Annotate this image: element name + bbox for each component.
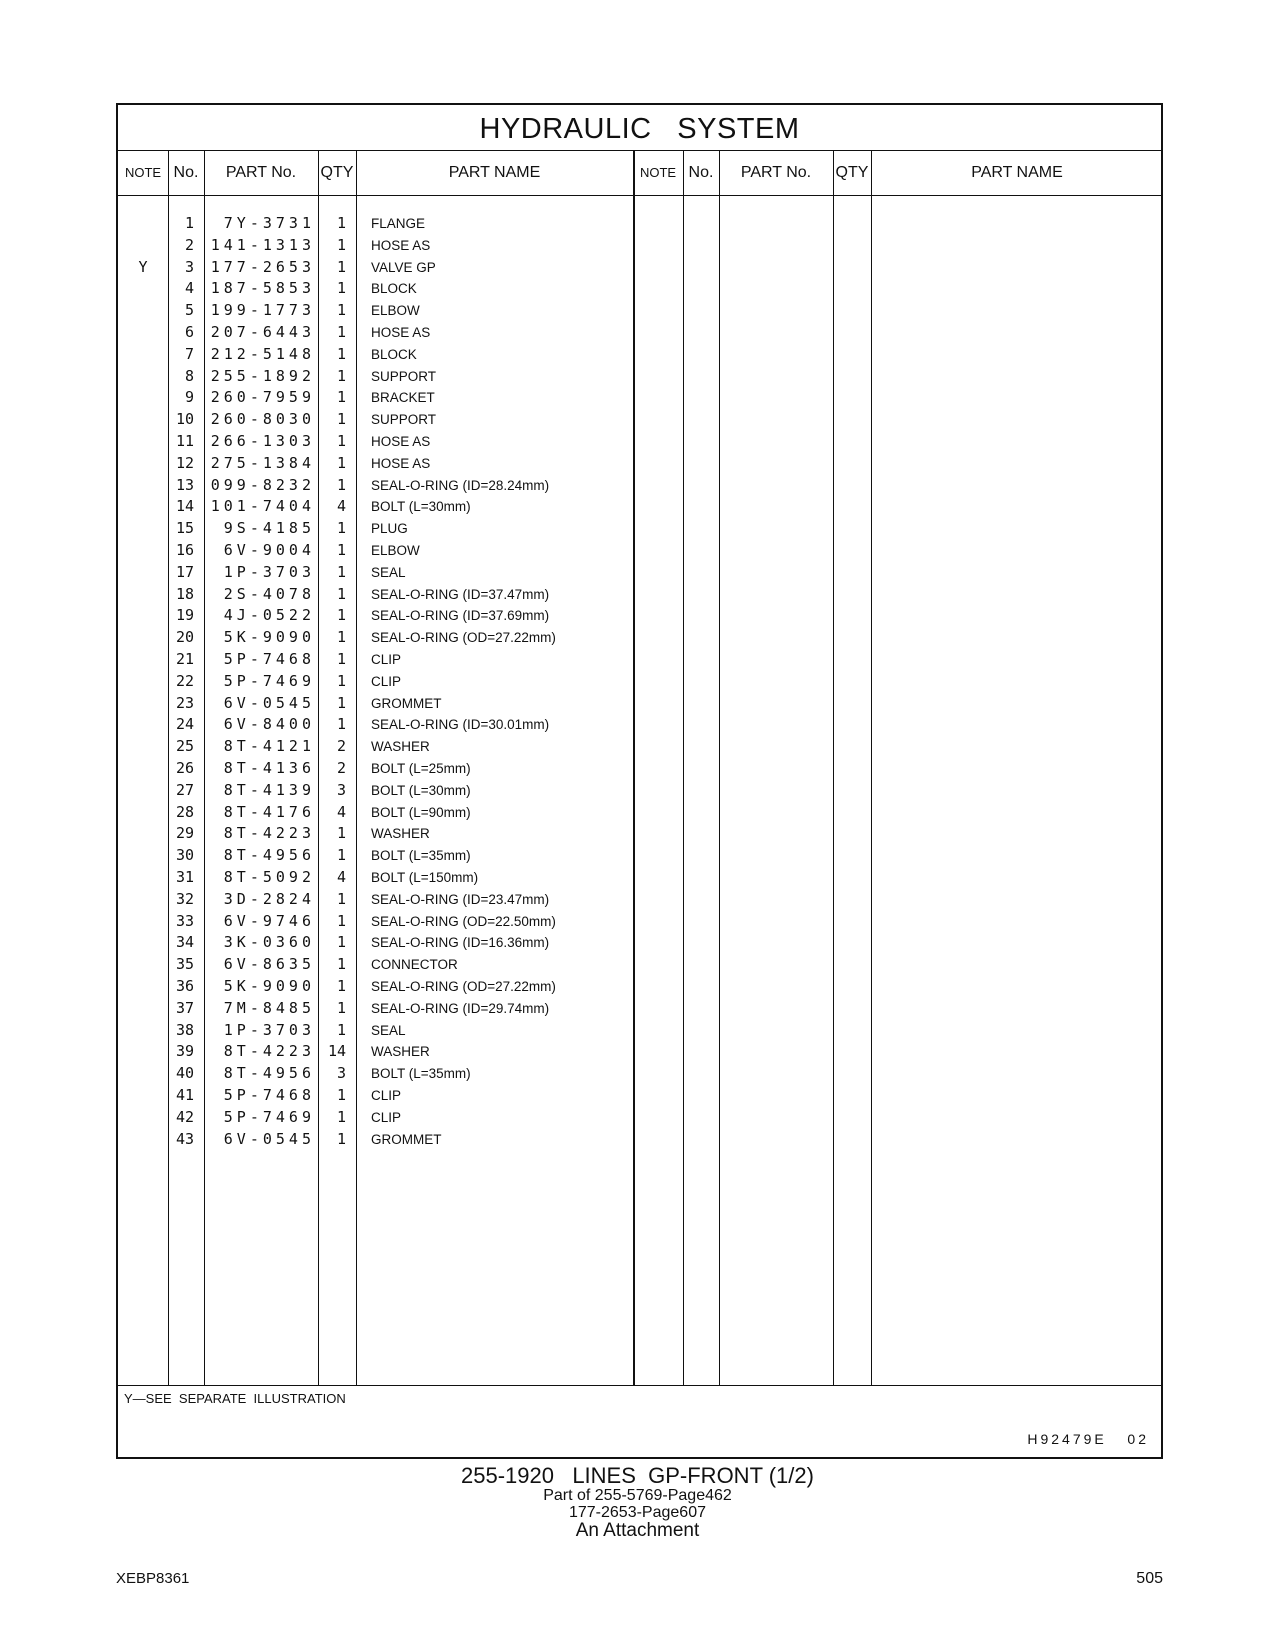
row-part-name: SEAL-O-RING (OD=27.22mm): [371, 979, 556, 994]
caption-line: 177-2653-Page607: [568, 1504, 706, 1521]
row-quantity: 1: [336, 475, 346, 494]
row-part-number: 187-5853: [210, 279, 315, 298]
row-item-number: 27: [175, 780, 194, 799]
row-item-number: 29: [175, 824, 194, 843]
row-item-number: 12: [175, 453, 194, 472]
row-quantity: 1: [336, 650, 346, 668]
row-part-number: 260-8030: [210, 410, 315, 429]
row-part-number: 5P-7468: [223, 650, 315, 668]
caption-line: Part of 255-5769-Page462: [543, 1487, 732, 1504]
table-row: [118, 1063, 1161, 1085]
row-part-name: SEAL: [371, 564, 406, 580]
table-row: [118, 1107, 1161, 1129]
row-item-number: 19: [175, 606, 194, 625]
row-item-number: 6: [184, 323, 194, 341]
row-part-number: 177-2653: [210, 257, 315, 276]
header-qty: QTY: [320, 164, 354, 181]
row-item-number: 30: [175, 846, 194, 865]
row-part-name: GROMMET: [371, 1131, 442, 1147]
table-row: [118, 867, 1161, 889]
table-row: [118, 714, 1161, 736]
table-row: [118, 213, 1161, 235]
row-item-number: 1: [184, 214, 194, 232]
table-row: [118, 911, 1161, 933]
row-part-number: 3K-0360: [223, 933, 315, 952]
row-quantity: 3: [336, 1064, 346, 1083]
row-part-number: 5P-7468: [223, 1086, 315, 1104]
header-part-no: PART No.: [225, 164, 297, 181]
table-row: [118, 584, 1161, 606]
row-quantity: 2: [336, 759, 346, 777]
row-part-number: 266-1303: [210, 432, 315, 450]
row-part-number: 6V-0545: [223, 1129, 315, 1148]
row-part-name: HOSE AS: [371, 434, 431, 449]
document-id: XEBP8361: [116, 1570, 190, 1587]
row-part-name: SEAL-O-RING (ID=37.69mm): [371, 608, 550, 624]
row-part-name: BOLT (L=35mm): [371, 848, 471, 864]
table-row: [118, 453, 1161, 475]
row-item-number: 14: [175, 497, 194, 516]
row-part-name: SUPPORT: [371, 368, 437, 384]
row-part-number: 7Y-3731: [223, 214, 315, 232]
row-item-number: 40: [175, 1064, 194, 1083]
row-part-name: SEAL-O-RING (ID=28.24mm): [371, 477, 550, 493]
row-item-number: 23: [175, 693, 194, 712]
row-part-number: 6V-8635: [223, 955, 315, 974]
row-quantity: 1: [336, 214, 346, 232]
row-part-number: 8T-4956: [223, 846, 315, 865]
row-part-name: BLOCK: [371, 346, 417, 362]
row-item-number: 26: [175, 759, 194, 777]
table-row: [118, 496, 1161, 518]
row-part-name: FLANGE: [371, 216, 426, 231]
row-part-name: SEAL-O-RING (ID=37.47mm): [371, 586, 550, 602]
row-item-number: 35: [175, 955, 194, 974]
row-part-number: 5P-7469: [223, 1107, 315, 1126]
table-row: [118, 627, 1161, 649]
page-number: 505: [1136, 1570, 1163, 1587]
row-quantity: 1: [336, 323, 346, 341]
row-item-number: 33: [175, 911, 194, 930]
table-row: [118, 889, 1161, 911]
row-quantity: 1: [336, 453, 346, 472]
row-part-name: CLIP: [371, 1088, 402, 1103]
table-row: [118, 976, 1161, 998]
row-quantity: 1: [336, 562, 346, 581]
row-item-number: 4: [184, 279, 194, 298]
table-row: [118, 278, 1161, 300]
table-row: [118, 518, 1161, 540]
row-item-number: 9: [184, 388, 194, 407]
row-item-number: 18: [175, 584, 194, 603]
row-quantity: 1: [336, 1086, 346, 1104]
row-part-number: 8T-5092: [223, 868, 315, 886]
table-row: [118, 540, 1161, 562]
row-part-number: 9S-4185: [223, 519, 315, 538]
row-quantity: 1: [336, 998, 346, 1017]
row-item-number: 11: [175, 432, 194, 450]
row-part-name: CLIP: [371, 673, 402, 689]
row-part-name: SUPPORT: [371, 412, 437, 428]
table-row: [118, 431, 1161, 453]
row-part-name: WASHER: [371, 739, 430, 755]
table-row: [118, 344, 1161, 366]
row-item-number: 39: [175, 1042, 194, 1061]
row-quantity: 1: [336, 257, 346, 276]
table-row: [118, 605, 1161, 627]
row-item-number: 21: [175, 650, 194, 668]
row-quantity: 2: [336, 737, 346, 756]
table-row: [118, 1129, 1161, 1151]
header-note: NOTE: [124, 165, 162, 180]
row-part-number: 5P-7469: [223, 671, 315, 690]
row-part-name: BLOCK: [371, 281, 417, 297]
row-part-number: 2S-4078: [223, 584, 315, 603]
row-quantity: 1: [336, 628, 346, 647]
row-part-name: WASHER: [371, 1044, 430, 1060]
row-item-number: 8: [184, 366, 194, 385]
row-quantity: 1: [336, 911, 346, 930]
row-part-number: 6V-9746: [223, 911, 315, 930]
row-part-number: 8T-4121: [223, 737, 315, 756]
row-quantity: 1: [336, 846, 346, 865]
row-item-number: 10: [175, 410, 194, 429]
row-part-name: SEAL-O-RING (OD=27.22mm): [371, 630, 556, 646]
row-part-name: HOSE AS: [371, 455, 431, 471]
row-quantity: 4: [336, 497, 346, 516]
row-part-number: 7M-8485: [223, 998, 315, 1017]
header-part-name: PART NAME: [971, 164, 1063, 181]
table-row: [118, 1085, 1161, 1107]
row-quantity: 1: [336, 279, 346, 298]
row-item-number: 5: [184, 301, 194, 320]
row-quantity: 1: [336, 410, 346, 429]
row-part-number: 8T-4223: [223, 824, 315, 843]
row-quantity: 1: [336, 606, 346, 625]
row-quantity: 1: [336, 344, 346, 363]
row-part-number: 099-8232: [210, 475, 315, 494]
table-row: [118, 998, 1161, 1020]
row-part-name: ELBOW: [371, 303, 420, 319]
row-part-number: 5K-9090: [223, 977, 315, 995]
row-part-number: 1P-3703: [223, 562, 315, 581]
header-part-name: PART NAME: [448, 164, 541, 181]
row-item-number: 42: [175, 1107, 194, 1126]
header-no: No.: [688, 164, 714, 181]
table-row: [118, 387, 1161, 409]
row-part-name: VALVE GP: [371, 259, 436, 275]
row-part-name: BOLT (L=150mm): [371, 870, 479, 885]
row-part-name: SEAL-O-RING (ID=29.74mm): [371, 1000, 550, 1016]
row-part-number: 8T-4176: [223, 802, 315, 821]
table-row: [118, 409, 1161, 431]
row-part-name: BOLT (L=35mm): [371, 1066, 471, 1082]
row-quantity: 1: [336, 693, 346, 712]
row-part-name: SEAL-O-RING (ID=30.01mm): [371, 717, 550, 733]
row-part-name: BOLT (L=25mm): [371, 761, 471, 776]
row-quantity: 1: [336, 1107, 346, 1126]
row-note: Y: [138, 257, 148, 276]
row-part-name: HOSE AS: [371, 325, 431, 340]
row-part-number: 3D-2824: [223, 889, 315, 908]
row-item-number: 36: [175, 977, 194, 995]
row-item-number: 7: [184, 344, 194, 363]
row-item-number: 43: [175, 1129, 194, 1148]
row-part-number: 275-1384: [210, 453, 315, 472]
table-bottom-rule: [118, 1385, 1161, 1386]
row-item-number: 32: [175, 889, 194, 908]
row-part-name: BOLT (L=30mm): [371, 782, 471, 798]
row-item-number: 38: [175, 1020, 194, 1039]
row-part-name: SEAL: [371, 1022, 406, 1038]
table-row: [118, 671, 1161, 693]
row-quantity: 1: [336, 977, 346, 995]
table-row: [118, 366, 1161, 388]
row-quantity: 1: [336, 955, 346, 974]
table-row: [118, 257, 1161, 279]
row-quantity: 1: [336, 541, 346, 559]
row-part-name: BOLT (L=30mm): [371, 499, 471, 515]
row-part-name: PLUG: [371, 521, 408, 537]
table-row: [118, 758, 1161, 780]
table-row: [118, 562, 1161, 584]
row-part-name: CLIP: [371, 652, 402, 667]
row-item-number: 2: [184, 235, 194, 254]
row-quantity: 1: [336, 301, 346, 320]
header-note: NOTE: [639, 165, 677, 180]
header-no: No.: [173, 164, 199, 181]
footnote: Y—SEE SEPARATE ILLUSTRATION: [124, 1391, 346, 1406]
row-quantity: 1: [336, 235, 346, 254]
table-row: [118, 802, 1161, 824]
table-row: [118, 823, 1161, 845]
caption-title: 255-1920 LINES GP-FRONT (1/2): [461, 1463, 814, 1488]
caption-line: An Attachment: [575, 1520, 700, 1541]
table-row: [118, 235, 1161, 257]
row-item-number: 17: [175, 562, 194, 581]
row-part-name: BRACKET: [371, 390, 435, 406]
row-part-number: 141-1313: [210, 235, 315, 254]
row-part-number: 260-7959: [210, 388, 315, 407]
row-quantity: 1: [336, 1129, 346, 1148]
row-quantity: 1: [336, 889, 346, 908]
table-row: [118, 1041, 1161, 1063]
header-qty: QTY: [835, 164, 869, 181]
row-part-name: SEAL-O-RING (ID=16.36mm): [371, 935, 550, 951]
row-item-number: 28: [175, 802, 194, 821]
row-part-number: 5K-9090: [223, 628, 315, 647]
row-item-number: 15: [175, 519, 194, 538]
row-part-name: SEAL-O-RING (OD=22.50mm): [371, 913, 556, 929]
row-part-name: WASHER: [371, 826, 430, 842]
section-title: HYDRAULIC SYSTEM: [118, 105, 1161, 151]
row-quantity: 3: [336, 780, 346, 799]
row-item-number: 25: [175, 737, 194, 756]
table-row: [118, 736, 1161, 758]
row-quantity: 4: [336, 802, 346, 821]
row-part-number: 101-7404: [210, 497, 315, 516]
row-part-name: HOSE AS: [371, 237, 431, 253]
row-item-number: 41: [175, 1086, 194, 1104]
row-part-number: 4J-0522: [223, 606, 315, 625]
table-row: [118, 932, 1161, 954]
row-quantity: 1: [336, 432, 346, 450]
row-part-number: 6V-0545: [223, 693, 315, 712]
row-part-name: CONNECTOR: [371, 957, 458, 973]
row-quantity: 1: [336, 933, 346, 952]
row-part-number: 199-1773: [210, 301, 315, 320]
row-quantity: 1: [336, 1020, 346, 1039]
row-part-name: SEAL-O-RING (ID=23.47mm): [371, 891, 550, 907]
row-item-number: 16: [175, 541, 194, 559]
row-quantity: 1: [336, 671, 346, 690]
row-part-number: 6V-9004: [223, 541, 315, 559]
table-row: [118, 322, 1161, 344]
row-part-name: BOLT (L=90mm): [371, 804, 471, 820]
row-quantity: 1: [336, 366, 346, 385]
row-part-name: ELBOW: [371, 543, 420, 558]
parts-table-frame: [116, 103, 1163, 1459]
row-quantity: 1: [336, 519, 346, 538]
row-part-number: 1P-3703: [223, 1020, 315, 1039]
row-item-number: 37: [175, 998, 194, 1017]
row-item-number: 20: [175, 628, 194, 647]
row-part-number: 6V-8400: [223, 715, 315, 734]
row-part-name: CLIP: [371, 1109, 402, 1125]
row-quantity: 1: [336, 388, 346, 407]
header-part-no: PART No.: [740, 164, 812, 181]
table-row: [118, 780, 1161, 802]
row-quantity: 1: [336, 584, 346, 603]
row-part-number: 8T-4139: [223, 780, 315, 799]
table-row: [118, 954, 1161, 976]
table-row: [118, 649, 1161, 671]
row-part-number: 8T-4223: [223, 1042, 315, 1061]
row-quantity: 14: [327, 1042, 346, 1061]
row-item-number: 31: [175, 868, 194, 886]
table-row: [118, 693, 1161, 715]
row-quantity: 1: [336, 824, 346, 843]
illustration-code: H92479E 02: [1027, 1431, 1149, 1447]
table-row: [118, 845, 1161, 867]
row-part-number: 8T-4956: [223, 1064, 315, 1083]
row-item-number: 34: [175, 933, 194, 952]
row-item-number: 24: [175, 715, 194, 734]
table-row: [118, 300, 1161, 322]
row-part-name: GROMMET: [371, 695, 442, 711]
row-item-number: 3: [184, 257, 194, 276]
row-part-number: 255-1892: [210, 366, 315, 385]
row-part-number: 212-5148: [210, 344, 315, 363]
row-quantity: 4: [336, 868, 346, 886]
row-item-number: 22: [175, 671, 194, 690]
row-item-number: 13: [175, 475, 194, 494]
row-quantity: 1: [336, 715, 346, 734]
row-part-number: 8T-4136: [223, 759, 315, 777]
row-part-number: 207-6443: [210, 323, 315, 341]
table-row: [118, 475, 1161, 497]
table-row: [118, 1020, 1161, 1042]
